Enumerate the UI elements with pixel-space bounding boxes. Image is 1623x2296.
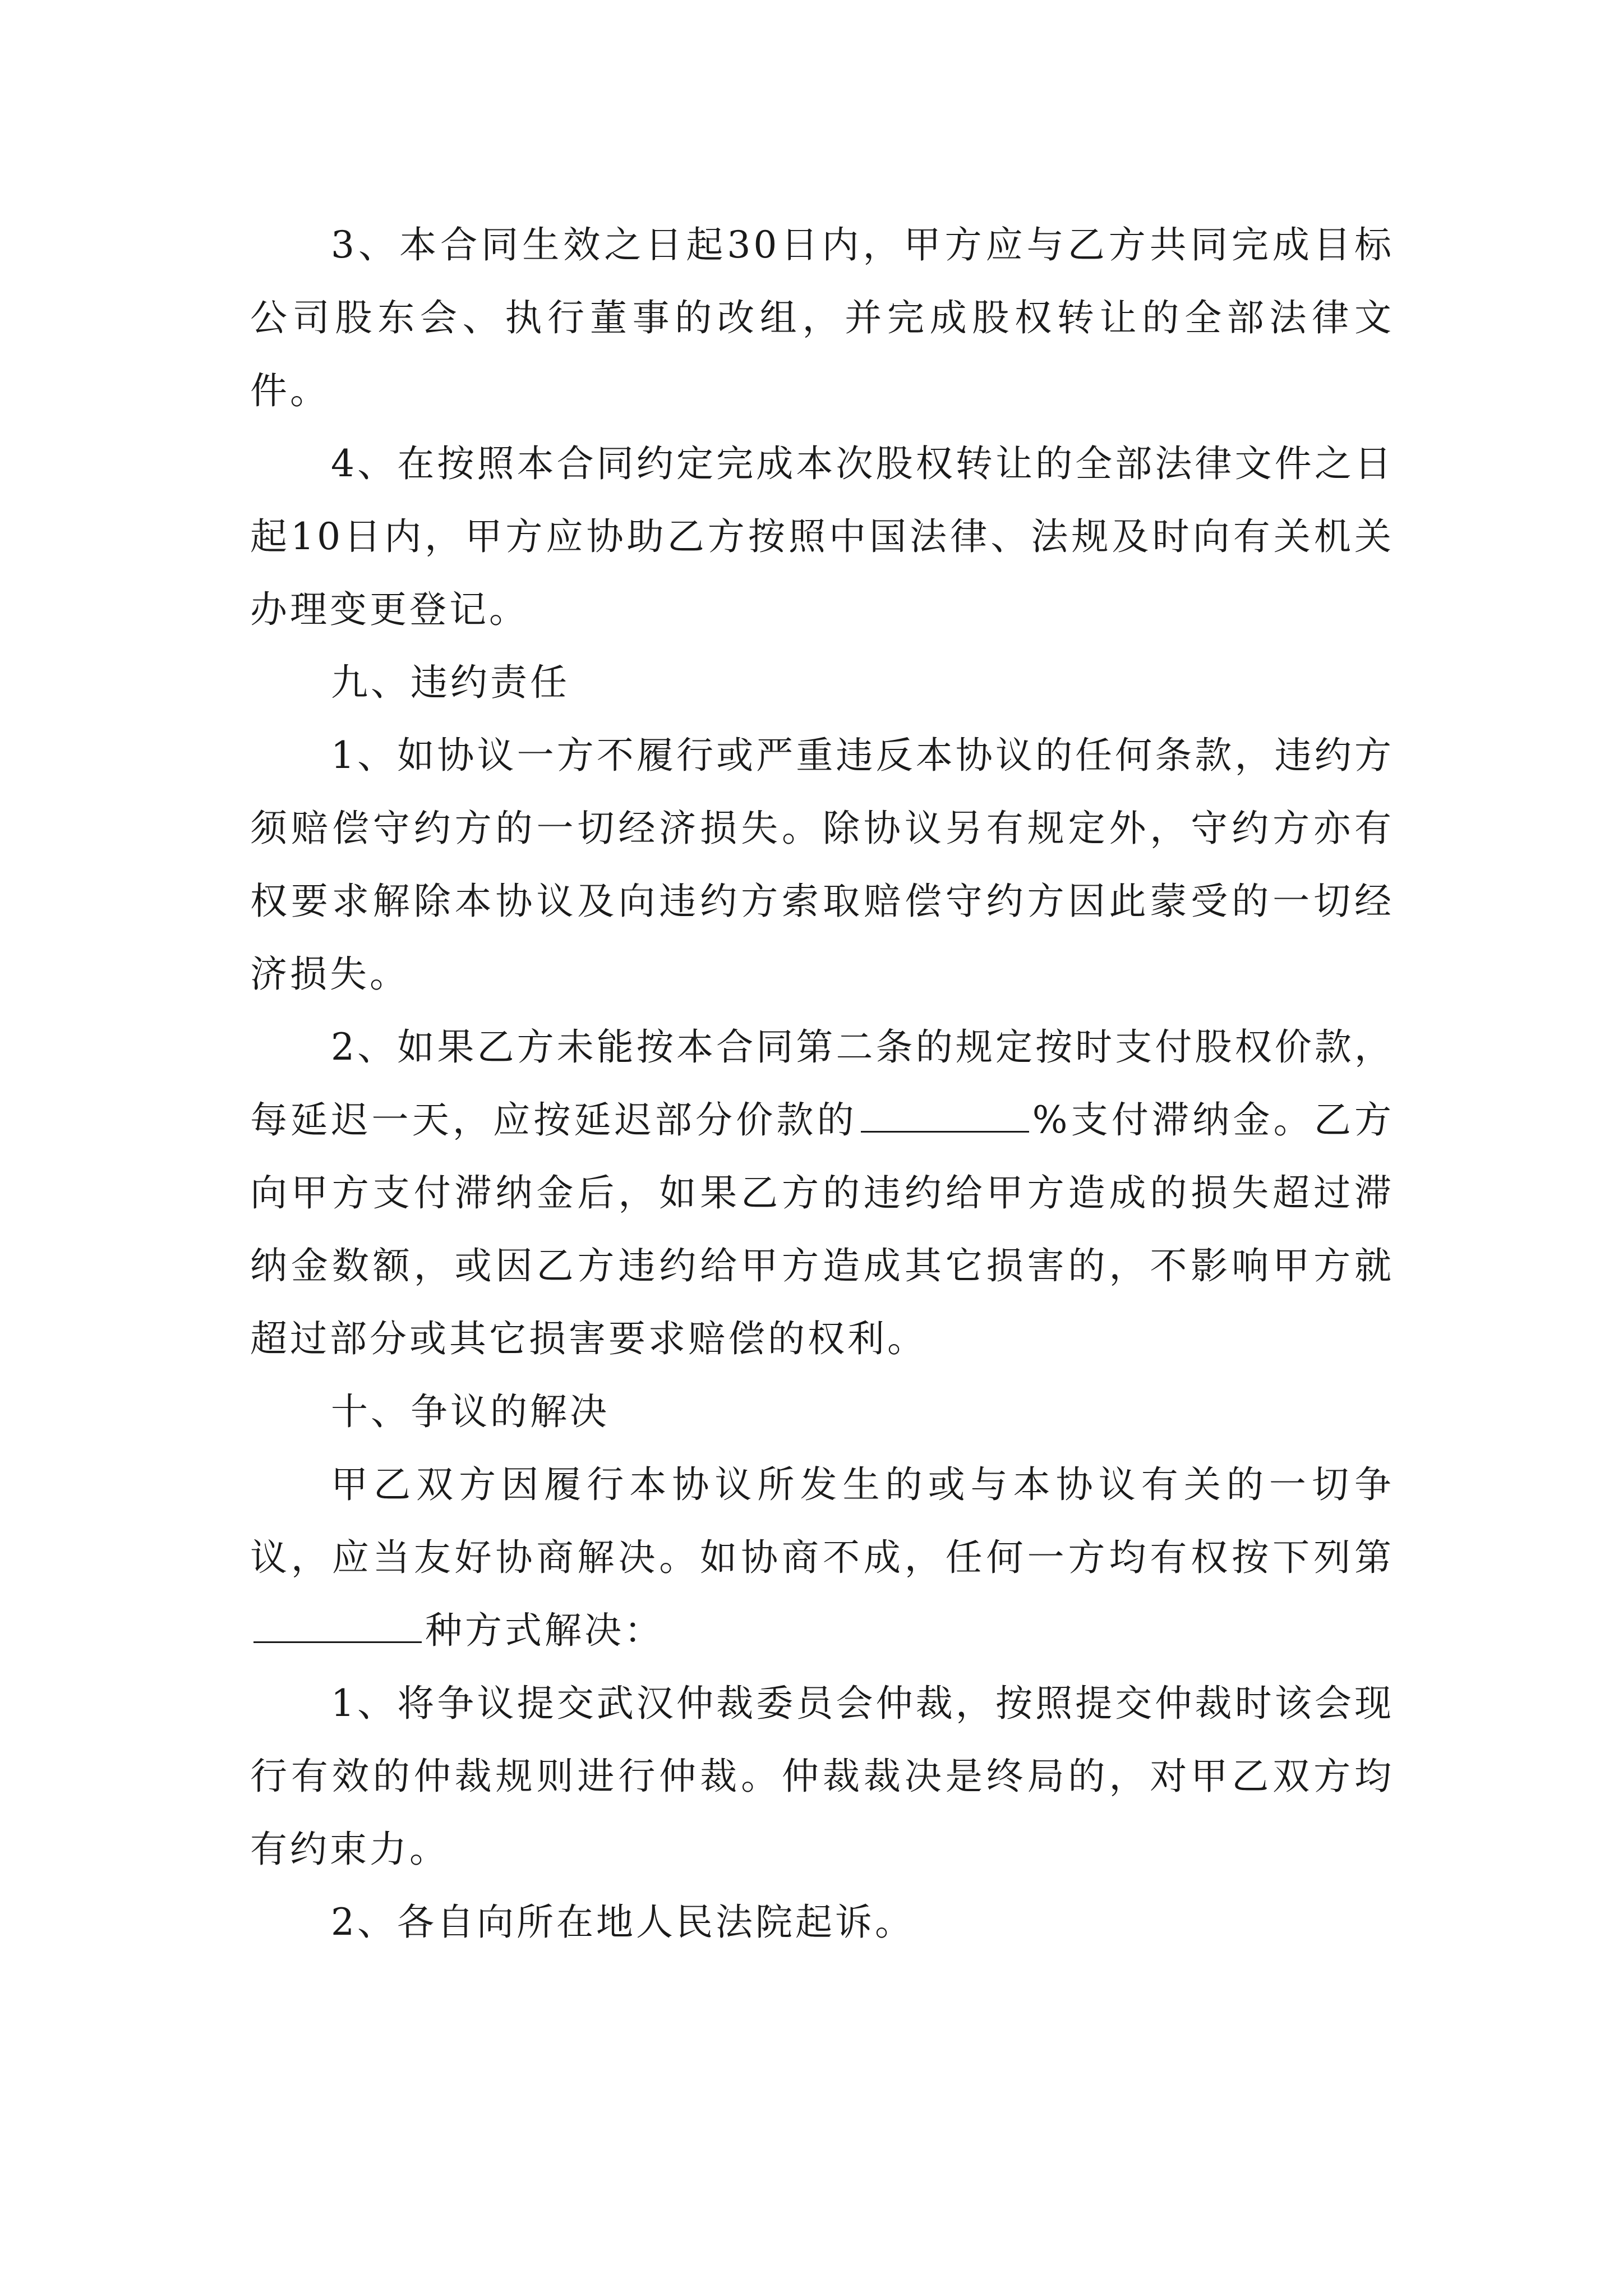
dispute-method-blank [253,1608,422,1643]
late-fee-rate-blank [861,1097,1029,1133]
clause-9-2-text-after: %支付滞纳金。乙方向甲方支付滞纳金后，如果乙方的违约给甲方造成的损失超过滞纳金数额，或因乙方违约给甲方造成其它损害的，不影响甲方就超过部分或其它损害要求赔偿的权利。 [250,1098,1394,1360]
clause-10-intro-text-after: 种方式解决： [425,1609,664,1652]
clause-8-4: 4、在按照本合同约定完成本次股权转让的全部法律文件之日起10日内，甲方应协助乙方按照中国法律、法规及时向有关机关办理变更登记。 [250,442,1394,631]
clause-9-2-text-before: 2、如果乙方未能按本合同第二条的规定按时支付股权价款，每延迟一天，应按延迟部分价款的 [250,1025,1394,1142]
clause-10-2: 2、各自向所在地人民法院起诉。 [331,1901,915,1944]
clause-9-1: 1、如协议一方不履行或严重违反本协议的任何条款，违约方须赔偿守约方的一切经济损失。除协议另有规定外，守约方亦有权要求解除本协议及向违约方索取赔偿守约方因此蒙受的一切经济损失。 [250,734,1394,996]
clause-9-2 [250,1011,1394,1375]
clause-10-intro [250,1448,1394,1667]
document-body [250,209,1394,1959]
section-10-heading: 十、争议的解决 [331,1390,610,1433]
clause-8-3: 3、本合同生效之日起30日内，甲方应与乙方共同完成目标公司股东会、执行董事的改组，并完成股权转让的全部法律文件。 [250,223,1394,412]
section-9-heading: 九、违约责任 [331,661,570,704]
clause-10-1: 1、将争议提交武汉仲裁委员会仲裁，按照提交仲裁时该会现行有效的仲裁规则进行仲裁。仲裁裁决是终局的，对甲乙双方均有约束力。 [250,1682,1394,1871]
clause-10-intro-text-before: 甲乙双方因履行本协议所发生的或与本协议有关的一切争议，应当友好协商解决。如协商不成，任何一方均有权按下列第 [250,1463,1394,1579]
